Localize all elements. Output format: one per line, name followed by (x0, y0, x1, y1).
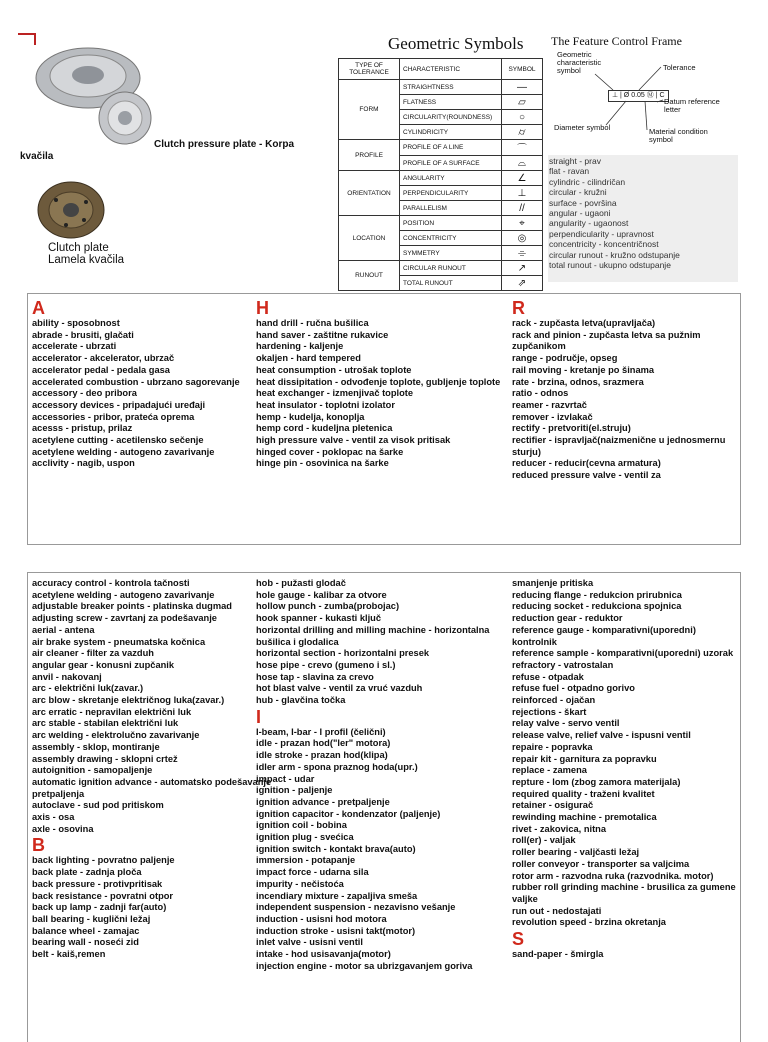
glossary-entry: hardening - kaljenje (256, 341, 344, 352)
glossary-entry: axle - osovina (32, 823, 94, 834)
glossary-entry: back pressure - protivpritisak (32, 878, 163, 889)
glossary-entry: reduction gear - reduktor (512, 613, 623, 624)
glossary-entry: acetylene welding - autogeno zavarivanje (32, 589, 215, 600)
translation-line: angularity - ugaonost (549, 218, 629, 229)
glossary-entry: injection engine - motor sa ubrizgavanjem goriva (256, 960, 473, 971)
glossary-entry: accessory - deo pribora (32, 388, 137, 399)
characteristic: CONCENTRICITY (400, 231, 502, 246)
flatness-symbol: ▱ (502, 95, 543, 110)
clutch-plate-caption-line2: Lamela kvačila (48, 254, 125, 266)
glossary-entry: hand drill - ručna bušilica (256, 318, 369, 328)
glossary-entry: acesss - pristup, prilaz (32, 423, 133, 434)
perpendicularity-symbol: ⊥ (502, 186, 543, 201)
glossary-entry: ignition - paljenje (256, 785, 333, 796)
glossary-entry: accessory devices - pripadajući uređaji (32, 399, 206, 410)
fcf-tolerance-label: Tolerance (663, 63, 696, 72)
glossary-entry: reduced pressure valve - ventil za (512, 470, 661, 481)
feature-control-frame-diagram (551, 48, 737, 152)
glossary-column-r-cont (512, 578, 738, 961)
glossary-entry: I-beam, I-bar - I profil (čelični) (256, 726, 386, 737)
glossary-entry: remover - izvlakač (512, 411, 593, 422)
glossary-entry: rate - brzina, odnos, srazmera (512, 376, 644, 387)
fcf-title: The Feature Control Frame (551, 34, 682, 48)
glossary-entry: back up lamp - zadnji far(auto) (32, 902, 167, 913)
group-location: LOCATION (339, 216, 400, 261)
translation-line: surface - površina (549, 197, 617, 208)
glossary-bottom-box (27, 572, 741, 1042)
glossary-entry: horizontal section - horizontalni presek (256, 648, 430, 659)
concentricity-symbol: ◎ (502, 231, 543, 246)
glossary-entry: heat insulator - toplotni izolator (256, 399, 395, 410)
position-symbol: ⌖ (502, 216, 543, 231)
glossary-entry: hemp cord - kudeljna pletenica (256, 423, 393, 434)
clutch-plate-caption: Clutch plate (48, 242, 109, 254)
glossary-entry: immersion - potapanje (256, 855, 356, 866)
glossary-entry: rubber roll grinding machine - brusilica za gumene valjke (512, 882, 736, 904)
glossary-column-r (512, 298, 738, 482)
characteristic: PROFILE OF A SURFACE (400, 156, 502, 171)
glossary-column-a-cont (32, 578, 280, 961)
glossary-entry: adjusting screw - zavrtanj za podešavanje (32, 613, 217, 624)
section-letter-a: A (32, 298, 45, 318)
characteristic: TOTAL RUNOUT (400, 276, 502, 291)
clutch-plate-image (36, 180, 106, 240)
glossary-entry: roller bearing - valjčasti ležaj (512, 847, 640, 858)
group-form: FORM (339, 80, 400, 140)
section-letter-b: B (32, 835, 45, 856)
glossary-entry: arc erratic - nepravilan električni luk (32, 706, 192, 717)
clutch-pressure-plate-image (30, 40, 155, 150)
glossary-entry: hand saver - zaštitne rukavice (256, 329, 389, 340)
glossary-entry: replace - zamena (512, 765, 587, 776)
glossary-entry: arc - električni luk(zavar.) (32, 683, 144, 694)
glossary-entry: autoclave - sud pod pritiskom (32, 800, 164, 811)
glossary-entry: arc blow - skretanje električnog luka(zavar.) (32, 695, 225, 706)
translations-box (548, 155, 738, 282)
glossary-entry: induction - usisni hod motora (256, 913, 387, 924)
glossary-entry: hook spanner - kukasti ključ (256, 613, 382, 624)
glossary-entry: arc stable - stabilan električni luk (32, 718, 179, 729)
glossary-entry: arc welding - elektrolučno zavarivanje (32, 730, 200, 741)
cylindricity-symbol: ⌭ (502, 125, 543, 140)
glossary-entry: automatic ignition advance - automatsko podešavanje pretpaljenja (32, 776, 272, 799)
characteristic: CIRCULARITY(ROUNDNESS) (400, 110, 502, 125)
group-orientation: ORIENTATION (339, 171, 400, 216)
glossary-entry: hub - glavčina točka (256, 695, 346, 706)
characteristic: PARALLELISM (400, 201, 502, 216)
glossary-entry: back resistance - povratni otpor (32, 890, 174, 901)
glossary-entry: reference gauge - komparativni(uporedni) kontrolnik (512, 624, 696, 647)
glossary-entry: air cleaner - filter za vazduh (32, 648, 154, 659)
glossary-entry: reducing flange - redukcion prirubnica (512, 589, 682, 600)
glossary-entry: high pressure valve - ventil za visok pritisak (256, 435, 451, 446)
glossary-entry: ignition advance - pretpaljenje (256, 796, 390, 807)
glossary-entry: idler arm - spona praznog hoda(upr.) (256, 761, 418, 772)
characteristic: SYMMETRY (400, 246, 502, 261)
section-letter-s: S (512, 929, 525, 950)
glossary-entry: belt - kaiš,remen (32, 949, 106, 960)
glossary-entry: axis - osa (32, 812, 75, 823)
glossary-entry: hinge pin - osovinica na šarke (256, 458, 389, 469)
header-type: TYPE OF TOLERANCE (339, 59, 400, 80)
translation-line: cylindric - cilindričan (549, 176, 626, 187)
glossary-entry: acclivity - nagib, uspon (32, 458, 135, 469)
glossary-entry: impact - udar (256, 773, 315, 784)
glossary-entry: smanjenje pritiska (512, 578, 594, 588)
glossary-entry: roller conveyor - transporter sa valjcima (512, 858, 690, 869)
glossary-entry: rectifier - ispravljač(naizmenične u jednosmernu sturju) (512, 435, 726, 457)
glossary-entry: reinforced - ojačan (512, 695, 596, 706)
glossary-entry: repair kit - garnitura za popravku (512, 753, 657, 764)
glossary-entry: accessories - pribor, prateća oprema (32, 411, 195, 422)
glossary-entry: abrade - brusiti, glačati (32, 329, 134, 340)
glossary-entry: acetylene welding - autogeno zavarivanje (32, 446, 215, 457)
glossary-entry: run out - nedostajati (512, 905, 602, 916)
glossary-entry: hollow punch - zumba(probojac) (256, 601, 400, 612)
characteristic: FLATNESS (400, 95, 502, 110)
fcf-geo-char-label: Geometric characteristic symbol (557, 50, 602, 75)
glossary-entry: independent suspension - nezavisno vešanje (256, 902, 456, 913)
translation-line: angular - ugaoni (549, 208, 611, 219)
glossary-entry: ignition coil - bobina (256, 820, 347, 831)
circular-runout-symbol: ↗ (502, 261, 543, 276)
glossary-entry: refuse - otpadak (512, 671, 584, 682)
fcf-leader-lines (551, 48, 737, 152)
glossary-entry: adjustable breaker points - platinska dugmad (32, 601, 232, 612)
glossary-entry: angular gear - konusni zupčanik (32, 659, 175, 670)
glossary-entry: air brake system - pneumatska kočnica (32, 636, 206, 647)
glossary-entry: hinged cover - poklopac na šarke (256, 446, 404, 457)
geometric-symbols-table (338, 58, 543, 291)
circularity-symbol: ○ (502, 110, 543, 125)
glossary-entry: anvil - nakovanj (32, 671, 102, 682)
glossary-entry: rectify - pretvoriti(el.struju) (512, 423, 631, 434)
translation-line: perpendicularity - upravnost (549, 228, 654, 239)
glossary-entry: assembly - sklop, montiranje (32, 741, 160, 752)
glossary-entry: required quality - traženi kvalitet (512, 788, 655, 799)
geometric-symbols-title: Geometric Symbols (388, 34, 524, 53)
pressure-plate-caption-line2: kvačila (20, 151, 54, 162)
glossary-entry: back plate - zadnja ploča (32, 867, 142, 878)
glossary-entry: idle stroke - prazan hod(klipa) (256, 750, 388, 761)
glossary-entry: refuse fuel - otpadno gorivo (512, 683, 635, 694)
translation-line: circular - kružni (549, 187, 607, 198)
glossary-top-box (27, 293, 741, 545)
glossary-entry: hemp - kudelja, konoplja (256, 411, 365, 422)
glossary-entry: retainer - osigurač (512, 800, 594, 811)
glossary-entry: heat exchanger - izmenjivač toplote (256, 388, 414, 399)
glossary-entry: heat dissipitation - odvođenje toplote, gubljenje toplote (256, 376, 501, 387)
glossary-entry: impact force - udarna sila (256, 867, 369, 878)
glossary-entry: incendiary mixture - zapaljiva smeša (256, 890, 418, 901)
glossary-entry: accelerate - ubrzati (32, 341, 117, 352)
glossary-entry: rail moving - kretanje po šinama (512, 364, 655, 375)
straightness-symbol: — (502, 80, 543, 95)
glossary-entry: accelerator pedal - pedala gasa (32, 364, 170, 375)
glossary-entry: impurity - nečistoća (256, 878, 344, 889)
angularity-symbol: ∠ (502, 171, 543, 186)
glossary-entry: aerial - antena (32, 624, 95, 635)
glossary-entry: ratio - odnos (512, 388, 569, 399)
glossary-entry: rewinding machine - premotalica (512, 812, 657, 823)
characteristic: POSITION (400, 216, 502, 231)
parallelism-symbol: // (502, 201, 543, 216)
glossary-entry: repaire - popravka (512, 741, 593, 752)
glossary-entry: okaljen - hard tempered (256, 353, 361, 364)
section-letter-r: R (512, 298, 525, 318)
glossary-column-a (32, 298, 280, 470)
glossary-entry: balance wheel - zamajac (32, 925, 140, 936)
characteristic: CYLINDRICITY (400, 125, 502, 140)
profile-surface-symbol: ⌓ (502, 156, 543, 171)
glossary-entry: reference sample - komparativni(uporedni) uzorak (512, 648, 734, 659)
glossary-entry: refractory - vatrostalan (512, 659, 614, 670)
pressure-plate-caption: Clutch pressure plate - Korpa (154, 139, 295, 150)
profile-line-symbol: ⌒ (502, 140, 543, 156)
glossary-entry: acetylene cutting - acetilensko sečenje (32, 435, 204, 446)
glossary-entry: relay valve - servo ventil (512, 718, 620, 729)
glossary-entry: horizontal drilling and milling machine - horizontalna bušilica i glodalica (256, 624, 490, 647)
fcf-material-label: Material condition symbol (649, 127, 708, 144)
glossary-entry: rejections - škart (512, 706, 587, 717)
glossary-entry: intake - hod usisavanja(motor) (256, 949, 391, 960)
header-characteristic: CHARACTERISTIC (400, 59, 502, 80)
group-runout: RUNOUT (339, 261, 400, 291)
characteristic: CIRCULAR RUNOUT (400, 261, 502, 276)
glossary-entry: ignition capacitor - kondenzator (paljenje) (256, 808, 441, 819)
glossary-entry: induction stroke - usisni takt(motor) (256, 925, 416, 936)
translation-line: total runout - ukupno odstupanje (549, 260, 671, 271)
glossary-entry: heat consumption - utrošak toplote (256, 364, 412, 375)
glossary-entry: assembly drawing - sklopni crtež (32, 753, 178, 764)
glossary-entry: accelerator - akcelerator, ubrzač (32, 353, 175, 364)
total-runout-symbol: ⇗ (502, 276, 543, 291)
characteristic: PERPENDICULARITY (400, 186, 502, 201)
translation-line: straight - prav (549, 156, 601, 166)
glossary-entry: bearing wall - noseći zid (32, 937, 139, 948)
translation-line: circular runout - kružno odstupanje (549, 249, 680, 260)
glossary-entry: reamer - razvrtač (512, 399, 587, 410)
glossary-entry: accuracy control - kontrola tačnosti (32, 578, 190, 588)
glossary-entry: hose pipe - crevo (gumeno i sl.) (256, 659, 396, 670)
fcf-frame: ⊥ | Ø 0.05 Ⓜ | C (608, 90, 669, 102)
glossary-entry: ignition switch - kontakt brava(auto) (256, 843, 416, 854)
glossary-entry: ball bearing - kuglični ležaj (32, 913, 151, 924)
glossary-entry: autoignition - samopaljenje (32, 765, 153, 776)
glossary-column-h (256, 298, 504, 470)
characteristic: ANGULARITY (400, 171, 502, 186)
glossary-entry: release valve, relief valve - ispusni ventil (512, 730, 691, 741)
glossary-entry: hob - pužasti glodač (256, 578, 346, 588)
section-letter-i: I (256, 706, 262, 727)
glossary-entry: hot blast valve - ventil za vruć vazduh (256, 683, 423, 694)
header-symbol: SYMBOL (502, 59, 543, 80)
glossary-column-h-cont (256, 578, 504, 973)
glossary-entry: idle - prazan hod("ler" motora) (256, 738, 391, 749)
fcf-diameter-label: Diameter symbol (554, 123, 611, 132)
section-letter-h: H (256, 298, 269, 318)
glossary-entry: hole gauge - kalibar za otvore (256, 589, 387, 600)
glossary-entry: accelerated combustion - ubrzano sagorevanje (32, 376, 240, 387)
glossary-entry: range - područje, opseg (512, 353, 618, 364)
glossary-entry: roll(er) - valjak (512, 835, 576, 846)
glossary-entry: rack and pinion - zupčasta letva sa pužnim zupčanikom (512, 329, 701, 352)
glossary-entry: rack - zupčasta letva(upravljača) (512, 318, 656, 328)
glossary-entry: ability - sposobnost (32, 318, 120, 328)
translation-line: concentricity - koncentričnost (549, 239, 659, 250)
glossary-entry: reducer - reducir(cevna armatura) (512, 458, 661, 469)
fcf-datum-label: Datum reference letter (664, 97, 720, 114)
glossary-entry: rotor arm - razvodna ruka (razvodnika. motor) (512, 870, 714, 881)
translation-line: flat - ravan (549, 166, 590, 177)
glossary-entry: rivet - zakovica, nitna (512, 823, 607, 834)
characteristic: PROFILE OF A LINE (400, 140, 502, 156)
group-profile: PROFILE (339, 140, 400, 171)
glossary-entry: ignition plug - svećica (256, 832, 354, 843)
characteristic: STRAIGHTNESS (400, 80, 502, 95)
glossary-entry: sand-paper - šmirgla (512, 949, 604, 960)
glossary-entry: reducing socket - redukciona spojnica (512, 601, 682, 612)
glossary-entry: inlet valve - usisni ventil (256, 937, 363, 948)
glossary-entry: hose tap - slavina za crevo (256, 671, 374, 682)
glossary-entry: back lighting - povratno paljenje (32, 855, 175, 866)
glossary-entry: repture - lom (zbog zamora materijala) (512, 776, 681, 787)
symmetry-symbol: ⌯ (502, 246, 543, 261)
glossary-entry: revolution speed - brzina okretanja (512, 917, 666, 928)
